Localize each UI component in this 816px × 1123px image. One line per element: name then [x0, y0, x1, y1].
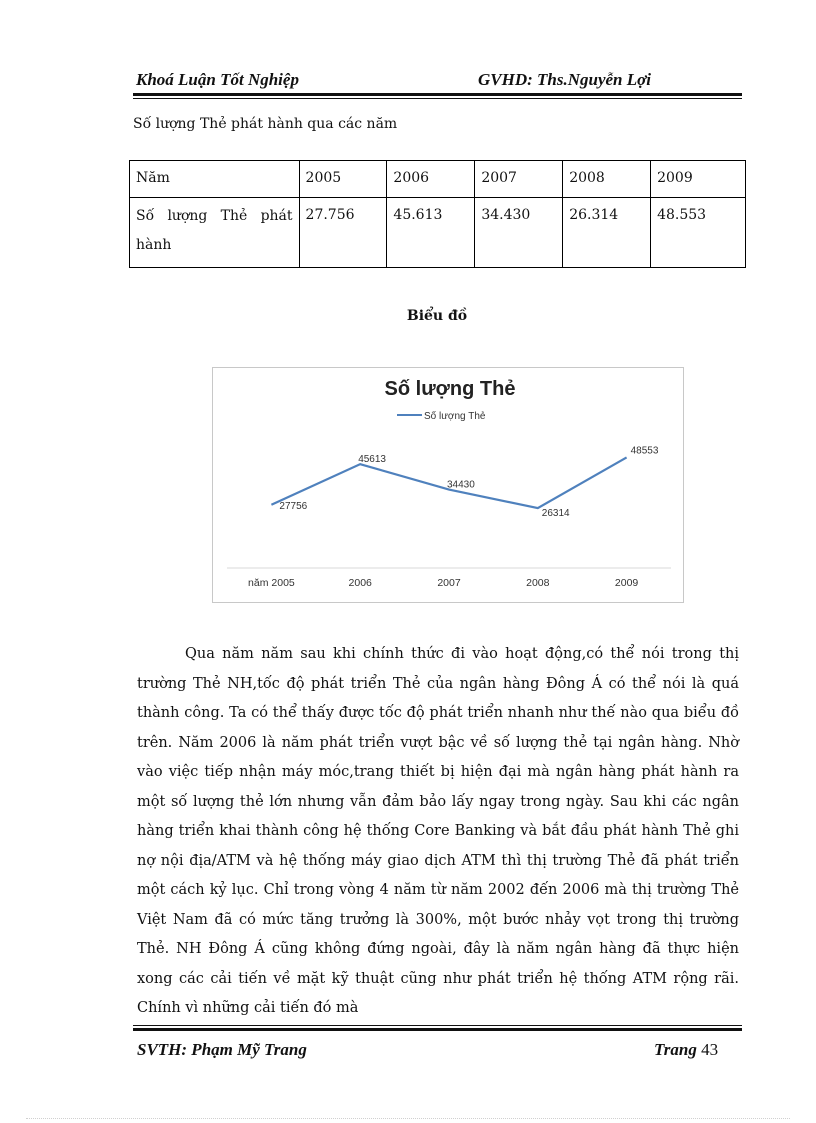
table-row-years: [130, 161, 746, 198]
footer-page: [654, 1040, 718, 1060]
legend-label: Số lượng Thẻ: [424, 411, 486, 422]
card-issuance-table: [129, 160, 746, 268]
table-cell: 48.553: [651, 198, 746, 268]
table-cell: 2009: [651, 161, 746, 198]
table-cell: 2005: [299, 161, 387, 198]
data-label: 45613: [358, 454, 387, 466]
data-label: 34430: [447, 479, 475, 491]
table-cell: 27.756: [299, 198, 387, 268]
page-edge-line: [26, 1118, 790, 1119]
x-tick-label: 2009: [614, 577, 639, 589]
table-cell: 26.314: [563, 198, 651, 268]
table-cell: 45.613: [387, 198, 475, 268]
line-chart: [213, 368, 683, 602]
table-row-counts: [130, 198, 746, 268]
body-paragraph-container: [137, 640, 739, 1024]
chart-title: Số lượng Thẻ: [384, 378, 516, 400]
table-cell: 34.430: [475, 198, 563, 268]
data-label: 48553: [630, 445, 659, 457]
x-tick-label: 2008: [526, 577, 550, 589]
header-rule-thick: [133, 93, 742, 96]
chart-container: [212, 367, 684, 603]
chart-caption: Biểu đồ: [406, 308, 468, 324]
x-tick-label: 2006: [348, 577, 372, 589]
x-tick-label: 2007: [437, 577, 461, 589]
table-cell: 2006: [387, 161, 475, 198]
footer-page-label: Trang: [654, 1040, 697, 1059]
header-advisor: GVHD: Ths.Nguyễn Lợi: [478, 70, 651, 89]
header-rule-thin: [133, 98, 742, 99]
table-cell: Số lượng Thẻ phát hành: [130, 198, 300, 268]
footer-author: SVTH: Phạm Mỹ Trang: [137, 1040, 307, 1059]
footer-rule-thick: [133, 1028, 742, 1031]
data-label: 27756: [279, 500, 308, 512]
data-label: 26314: [541, 508, 570, 520]
table-cell: Năm: [130, 161, 300, 198]
footer-rule-thin: [133, 1025, 742, 1026]
table-cell: 2007: [475, 161, 563, 198]
body-paragraph: Qua năm năm sau khi chính thức đi vào hoạt động,có thể nói trong thị trường Thẻ NH,tốc độ phát triển Thẻ của ngân hàng Đông Á có thể nói là quá thành công. Ta có thể thấy được tốc độ phát triển nhanh như thế nào qua biểu đồ trên. Năm 2006 là năm phát triển vượt bậc về số lượng thẻ tại ngân hàng. Nhờ vào việc tiếp nhận máy móc,trang thiết bị hiện đại mà ngân hàng phát hành ra một số lượng thẻ lớn nhưng vẫn đảm bảo lấy ngay trong ngày. Sau khi các ngân hàng triển khai thành công hệ thống Core Banking và bắt đầu phát hành Thẻ ghi nợ nội địa/ATM và hệ thống máy giao dịch ATM thì thị trường Thẻ đã phát triển một cách kỷ lục. Chỉ trong vòng 4 năm từ năm 2002 đến 2006 mà thị trường Thẻ Việt Nam đã có mức tăng trưởng là 300%, một bước nhảy vọt trong thị trường Thẻ. NH Đông Á cũng không đứng ngoài, đây là năm ngân hàng đã thực hiện xong các cải tiến về mặt kỹ thuật cũng như phát triển hệ thống ATM rộng rãi. Chính vì những cải tiến đó mà: [137, 646, 739, 1016]
header-title: Khoá Luận Tốt Nghiệp: [136, 70, 299, 89]
footer-page-number: 43: [701, 1040, 719, 1059]
x-tick-label: năm 2005: [248, 577, 295, 589]
table-cell: 2008: [563, 161, 651, 198]
table-intro: Số lượng Thẻ phát hành qua các năm: [133, 116, 398, 132]
